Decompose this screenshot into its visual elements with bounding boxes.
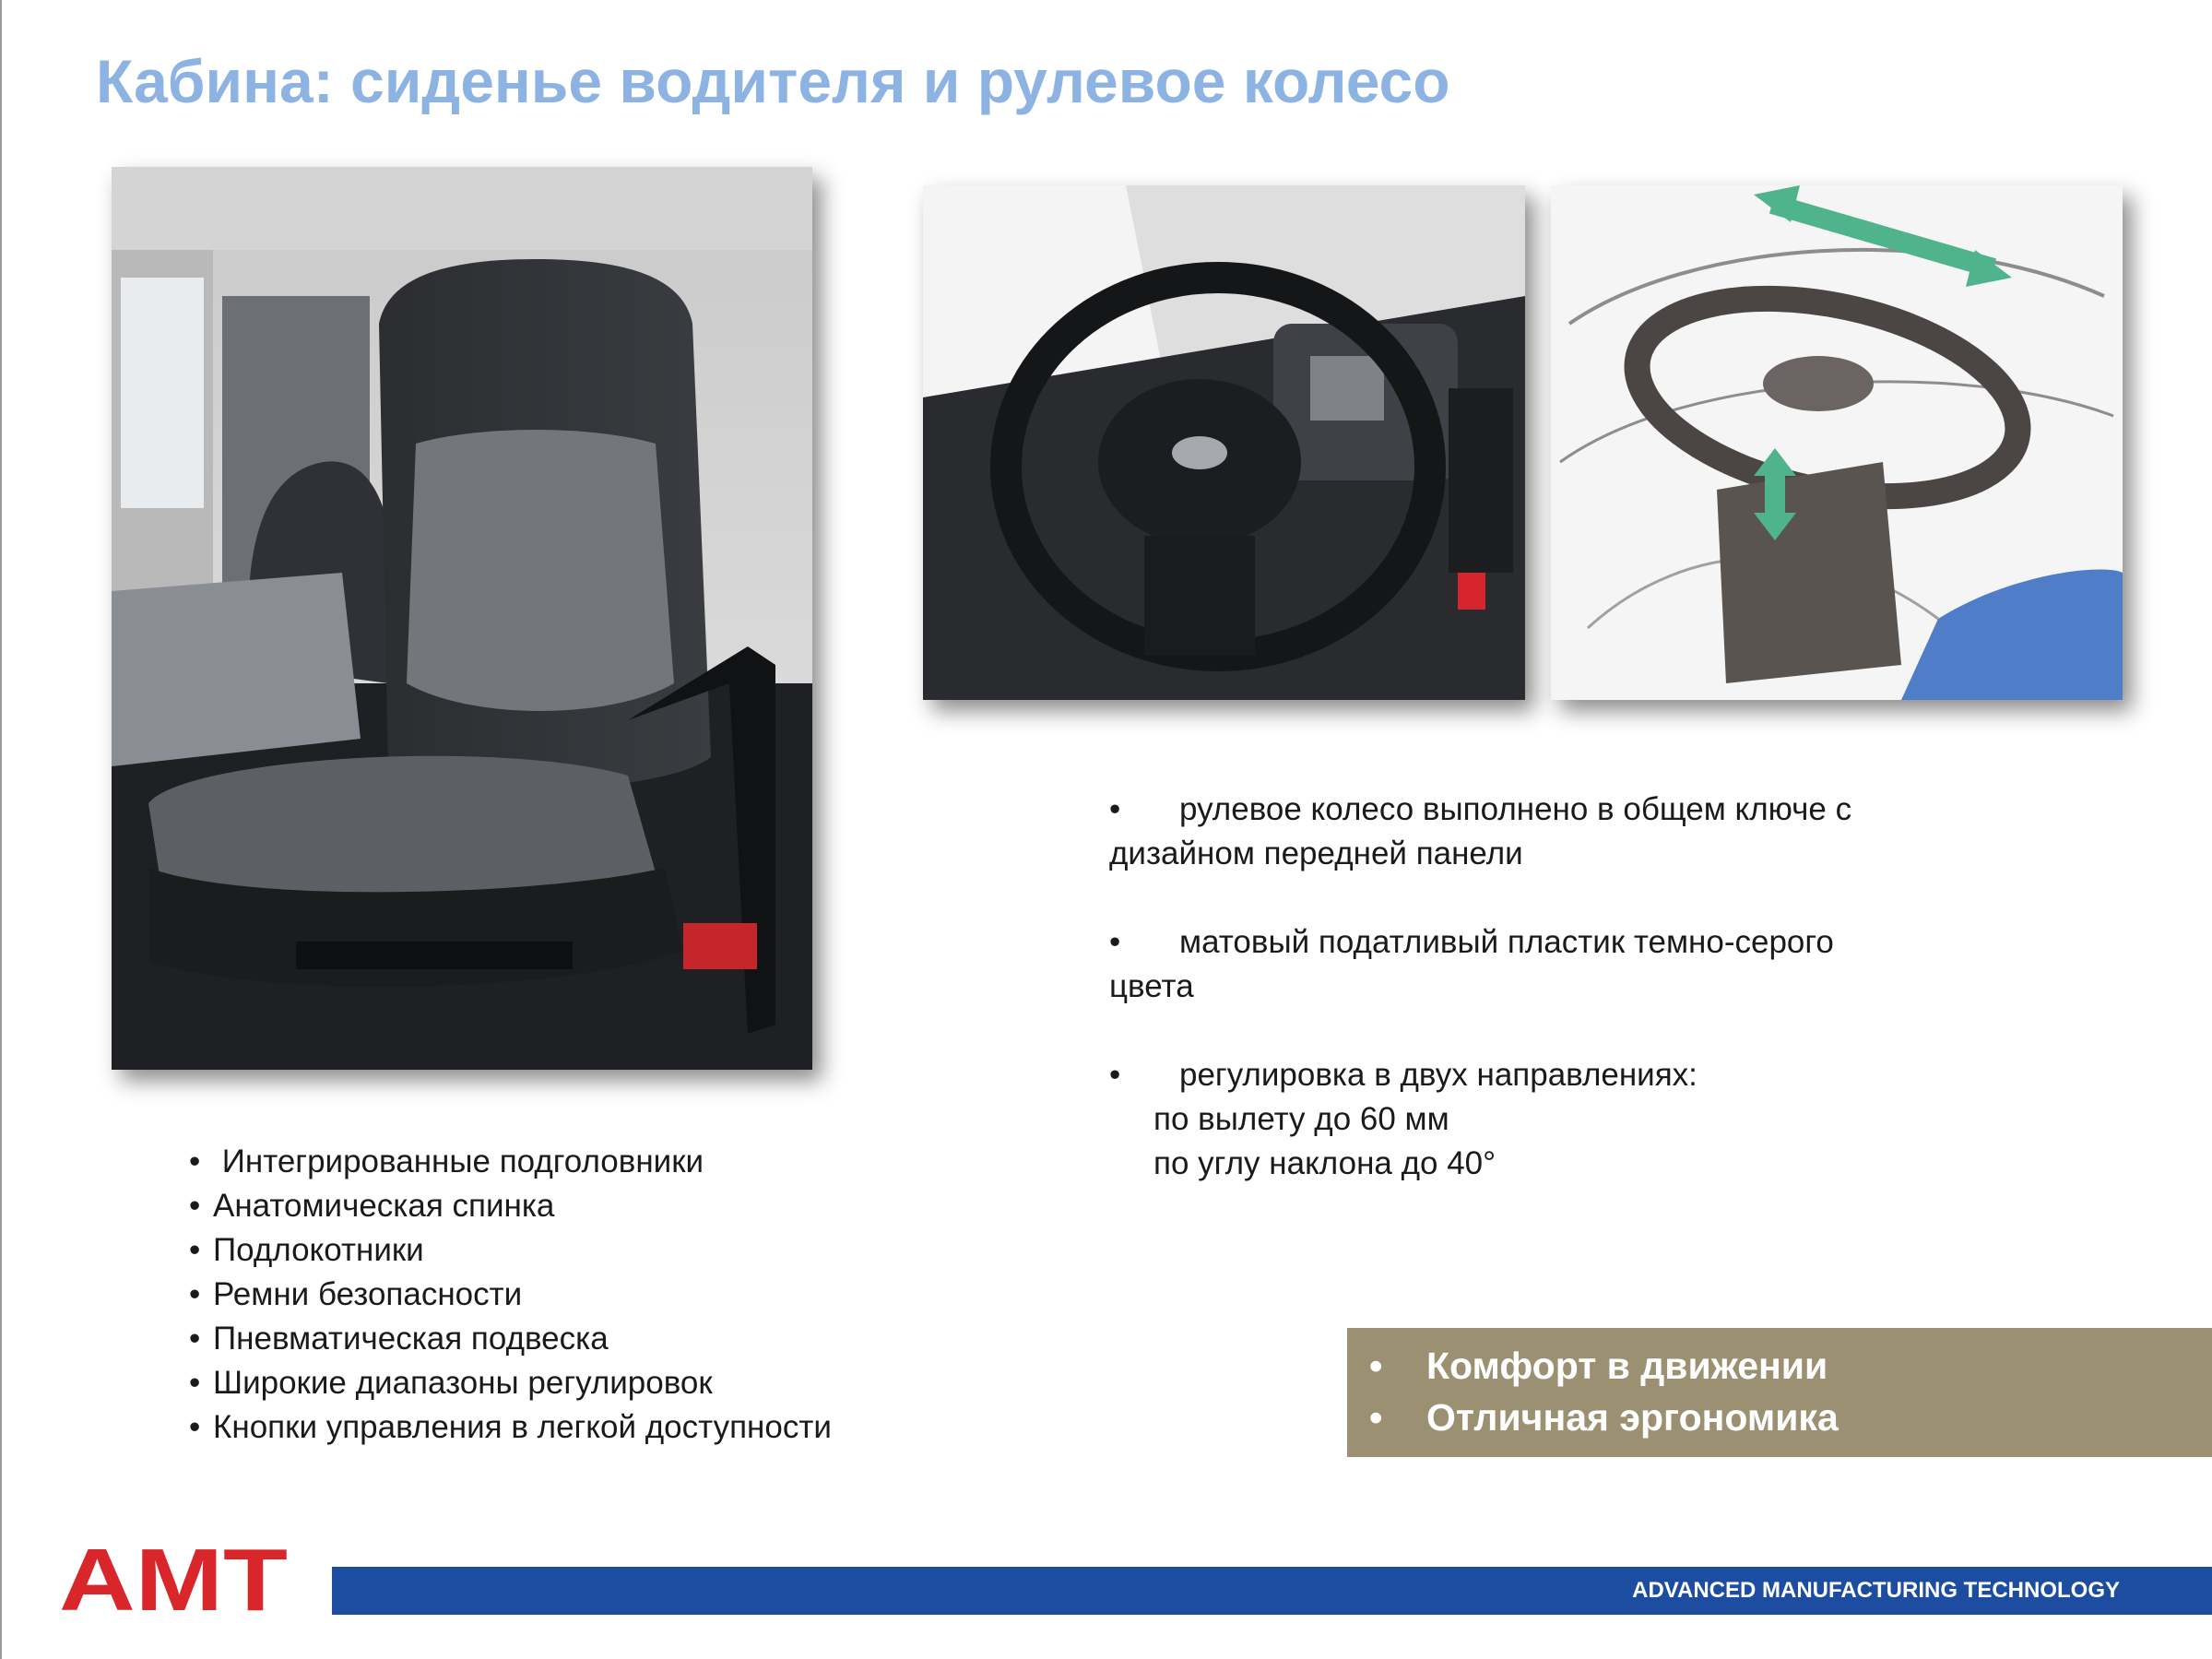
footer-bar	[332, 1567, 2212, 1615]
highlight-item: • Комфорт в движении	[1369, 1345, 1828, 1387]
list-item: • Анатомическая спинка	[189, 1188, 555, 1224]
page-title: Кабина: сиденье водителя и рулевое колесо	[96, 47, 1450, 115]
benefits-highlight-box	[1347, 1328, 2212, 1457]
page-left-border	[0, 0, 2, 1659]
steering-wheel-photo	[923, 185, 1525, 700]
steering-adjustment-drawing	[1551, 185, 2123, 700]
highlight-item: • Отличная эргономика	[1369, 1396, 1839, 1439]
driver-seat-photo	[112, 167, 812, 1070]
wheel-note-adjustment: • регулировка в двух направлениях: по вылету до 60 мм по углу наклона до 40°	[1109, 1057, 1697, 1181]
list-item: • Кнопки управления в легкой доступности	[189, 1409, 832, 1445]
list-item: • Пневматическая подвеска	[189, 1321, 609, 1357]
wheel-note-design: • рулевое колесо выполнено в общем ключе с дизайном передней панели	[1109, 791, 1852, 871]
list-item: • Широкие диапазоны регулировок	[189, 1365, 713, 1401]
seat-features-list	[189, 1140, 832, 1450]
steering-wheel-notes	[1109, 788, 1939, 1230]
list-item: • Интегрированные подголовники	[189, 1144, 704, 1179]
amt-logo	[59, 1542, 290, 1620]
svg-text:AMT: AMT	[59, 1542, 288, 1616]
footer-tagline: ADVANCED MANUFACTURING TECHNOLOGY	[1632, 1578, 2120, 1603]
list-item: • Подлокотники	[189, 1232, 424, 1268]
wheel-note-material: • матовый податливый пластик темно-серого цвета	[1109, 924, 1834, 1004]
list-item: • Ремни безопасности	[189, 1276, 523, 1312]
